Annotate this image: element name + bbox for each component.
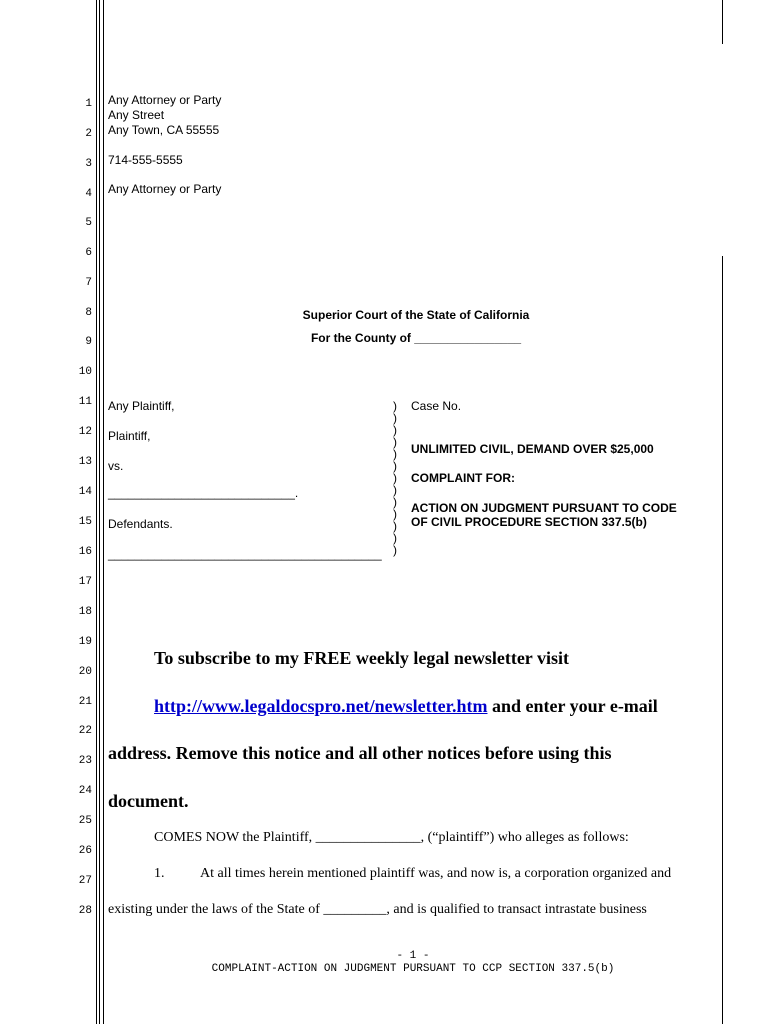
line-number: 20 — [78, 666, 92, 678]
right-margin-rule-top — [722, 0, 723, 44]
line-number: 22 — [78, 725, 92, 737]
paren: ) — [393, 543, 397, 557]
paren: ) — [393, 459, 397, 473]
paren: ) — [393, 483, 397, 497]
complaint-for: COMPLAINT FOR: — [411, 471, 515, 485]
comes-now-paragraph: COMES NOW the Plaintiff, _______________, (“plaintiff”) who alleges as follows: — [154, 830, 629, 845]
line-number: 9 — [85, 336, 92, 348]
defendants-role: Defendants. — [108, 517, 173, 531]
line-number: 3 — [85, 158, 92, 170]
line-number: 21 — [78, 696, 92, 708]
line-number: 17 — [78, 576, 92, 588]
attorney-name: Any Attorney or Party — [108, 93, 222, 107]
court-name: Superior Court of the State of California — [302, 308, 530, 322]
paren: ) — [393, 519, 397, 533]
paren: ) — [393, 447, 397, 461]
attorney-for: Any Attorney or Party — [108, 182, 222, 196]
line-number: 23 — [78, 755, 92, 767]
paren: ) — [393, 471, 397, 485]
line-number: 4 — [85, 188, 92, 200]
line-number: 8 — [85, 307, 92, 319]
line-number: 14 — [78, 486, 92, 498]
paragraph-1-continued: existing under the laws of the State of _________, and is qualified to transact intrastate business — [108, 902, 647, 917]
paragraph-1-number: 1. — [154, 866, 165, 881]
notice-line-3: address. Remove this notice and all other notices before using this — [108, 743, 612, 763]
line-number: 15 — [78, 516, 92, 528]
line-number: 11 — [78, 396, 92, 408]
line-number: 16 — [78, 546, 92, 558]
plaintiff-role: Plaintiff, — [108, 429, 151, 443]
left-margin-rule-1 — [96, 0, 97, 1024]
left-margin-rule-3 — [103, 0, 104, 1024]
paren: ) — [393, 411, 397, 425]
line-number: 1 — [85, 98, 92, 110]
line-number: 18 — [78, 606, 92, 618]
line-number: 19 — [78, 636, 92, 648]
footer-title: COMPLAINT-ACTION ON JUDGMENT PURSUANT TO CCP SECTION 337.5(b) — [211, 963, 615, 975]
notice-line-2-rest: and enter your e-mail — [487, 696, 658, 716]
line-number: 7 — [85, 277, 92, 289]
line-number: 2 — [85, 128, 92, 140]
newsletter-link[interactable]: http://www.legaldocspro.net/newsletter.htm — [154, 696, 488, 716]
paragraph-1-text: At all times herein mentioned plaintiff was, and now is, a corporation organized and — [200, 866, 672, 881]
line-number: 26 — [78, 845, 92, 857]
paren: ) — [393, 531, 397, 545]
attorney-phone: 714-555-5555 — [108, 153, 183, 167]
action-line-1: ACTION ON JUDGMENT PURSUANT TO CODE — [411, 501, 677, 515]
left-margin-rule-2 — [99, 0, 100, 1024]
court-county: For the County of ________________ — [310, 331, 522, 345]
notice-line-1: To subscribe to my FREE weekly legal newsletter visit — [154, 648, 569, 668]
line-number: 6 — [85, 247, 92, 259]
case-number-label: Case No. — [411, 399, 462, 413]
paren: ) — [393, 507, 397, 521]
plaintiff-name: Any Plaintiff, — [108, 399, 175, 413]
page-number: - 1 - — [396, 950, 430, 962]
line-number: 24 — [78, 785, 92, 797]
paren: ) — [393, 495, 397, 509]
defendant-blank: ____________________________. — [108, 486, 299, 500]
line-number: 28 — [78, 905, 92, 917]
attorney-street: Any Street — [108, 108, 165, 122]
civil-type: UNLIMITED CIVIL, DEMAND OVER $25,000 — [411, 442, 654, 456]
attorney-city: Any Town, CA 55555 — [108, 123, 220, 137]
notice-line-4: document. — [108, 791, 189, 811]
paren: ) — [393, 423, 397, 437]
paren: ) — [393, 435, 397, 449]
notice-line-2 — [154, 696, 658, 716]
line-number: 12 — [78, 426, 92, 438]
versus-label: vs. — [108, 459, 124, 473]
line-number: 25 — [78, 815, 92, 827]
action-line-2: OF CIVIL PROCEDURE SECTION 337.5(b) — [411, 515, 647, 529]
right-margin-rule — [722, 256, 723, 1024]
line-number: 13 — [78, 456, 92, 468]
line-number: 5 — [85, 217, 92, 229]
caption-bottom-blank: _________________________________________ — [108, 547, 382, 561]
line-number: 27 — [78, 875, 92, 887]
line-number: 10 — [78, 366, 92, 378]
paren: ) — [393, 399, 397, 413]
